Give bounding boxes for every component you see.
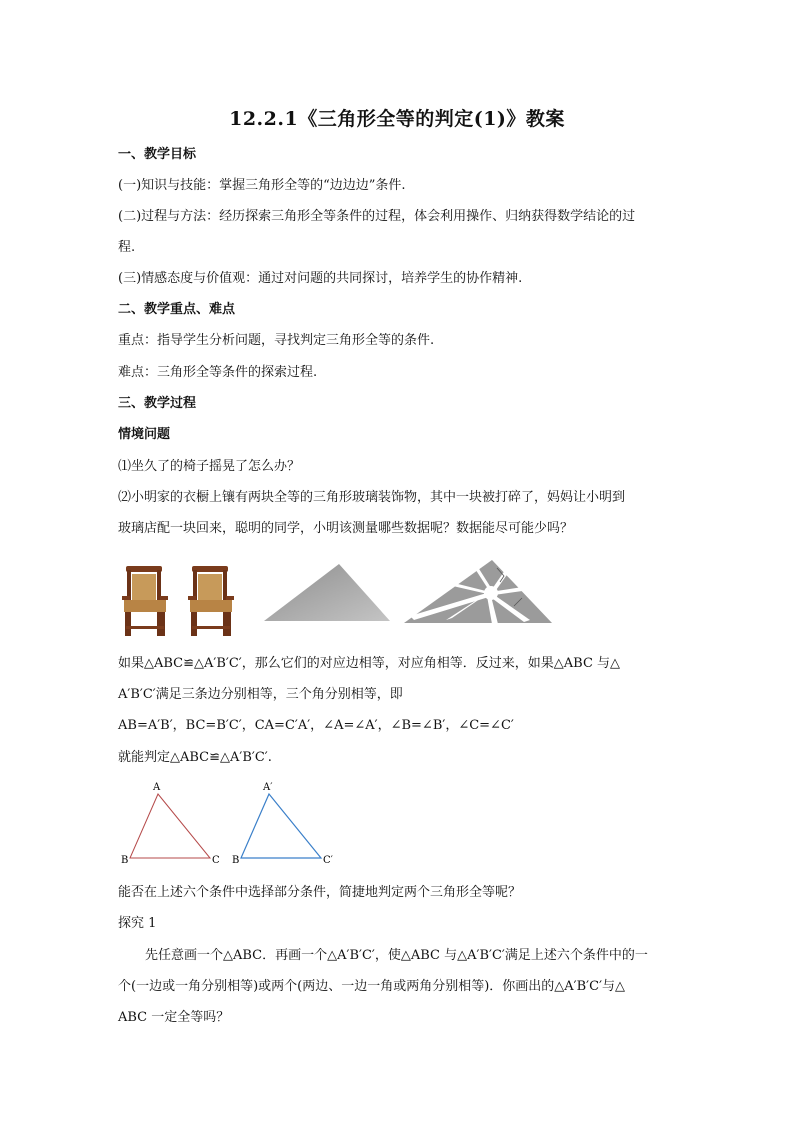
label-a: A bbox=[153, 782, 161, 793]
triangle-abc bbox=[130, 794, 210, 858]
label-a-prime: A′ bbox=[263, 782, 273, 793]
glass-triangle-shape bbox=[264, 564, 390, 621]
difficulty: 难点：三角形全等条件的探索过程. bbox=[118, 365, 318, 380]
explore-heading: 探究 1 bbox=[118, 916, 157, 931]
triangles-figure bbox=[112, 778, 352, 870]
explore-line-3: ABC 一定全等吗？ bbox=[118, 1010, 230, 1025]
chair-icon bbox=[188, 566, 234, 636]
question-2-line-2: 玻璃店配一块回来，聪明的同学，小明该测量哪些数据呢？数据能尽可能少吗？ bbox=[118, 521, 574, 536]
goal-3: (三)情感态度与价值观：通过对问题的共同探讨，培养学生的协作精神. bbox=[118, 271, 523, 286]
document-title: 12.2.1《三角形全等的判定(1)》教案 bbox=[229, 108, 565, 130]
key-point: 重点：指导学生分析问题，寻找判定三角形全等的条件. bbox=[118, 333, 435, 348]
goals-heading: 一、教学目标 bbox=[118, 147, 197, 162]
goal-2-line-2: 程. bbox=[118, 240, 136, 255]
key-heading: 二、教学重点、难点 bbox=[118, 302, 236, 317]
question-2-line-1: ⑵小明家的衣橱上镶有两块全等的三角形玻璃装饰物，其中一块被打碎了，妈妈让小明到 bbox=[118, 490, 626, 505]
paragraph-1-line-2: A′B′C′满足三条边分别相等，三个角分别相等，即 bbox=[118, 687, 403, 702]
explore-line-1: 先任意画一个△ABC．再画一个△A′B′C′，使△ABC 与△A′B′C′满足上述六个条件中的一 bbox=[145, 948, 648, 963]
explore-line-2: 个(一边或一角分别相等)或两个(两边、一边一角或两角分别相等)．你画出的△A′B′C′与△ bbox=[118, 979, 626, 994]
process-heading: 三、教学过程 bbox=[118, 396, 197, 411]
goal-2-line-1: (二)过程与方法：经历探索三角形全等条件的过程，体会利用操作、归纳获得数学结论的过 bbox=[118, 209, 636, 224]
label-c: C bbox=[212, 855, 220, 866]
broken-glass-image bbox=[402, 558, 554, 626]
question-line: 能否在上述六个条件中选择部分条件，简捷地判定两个三角形全等呢？ bbox=[118, 885, 522, 900]
question-1: ⑴坐久了的椅子摇晃了怎么办？ bbox=[118, 459, 301, 474]
paragraph-1-line-1: 如果△ABC≌△A′B′C′，那么它们的对应边相等，对应角相等．反过来，如果△ABC 与△ bbox=[118, 656, 621, 671]
chair-icon bbox=[122, 566, 168, 636]
paragraph-1-line-4: 就能判定△ABC≌△A′B′C′. bbox=[118, 750, 272, 765]
chairs-image bbox=[120, 562, 240, 640]
goal-1: (一)知识与技能：掌握三角形全等的“边边边”条件. bbox=[118, 178, 406, 193]
paragraph-1-line-3: AB=A′B′，BC=B′C′，CA=C′A′，∠A=∠A′，∠B=∠B′，∠C=∠C′ bbox=[118, 718, 514, 733]
triangle-a-prime bbox=[241, 794, 321, 858]
situation-heading: 情境问题 bbox=[118, 427, 171, 442]
label-b: B bbox=[121, 855, 129, 866]
label-c-prime: C′ bbox=[323, 855, 333, 866]
label-b-prime: B bbox=[232, 855, 240, 866]
glass-triangle-image bbox=[262, 562, 392, 624]
